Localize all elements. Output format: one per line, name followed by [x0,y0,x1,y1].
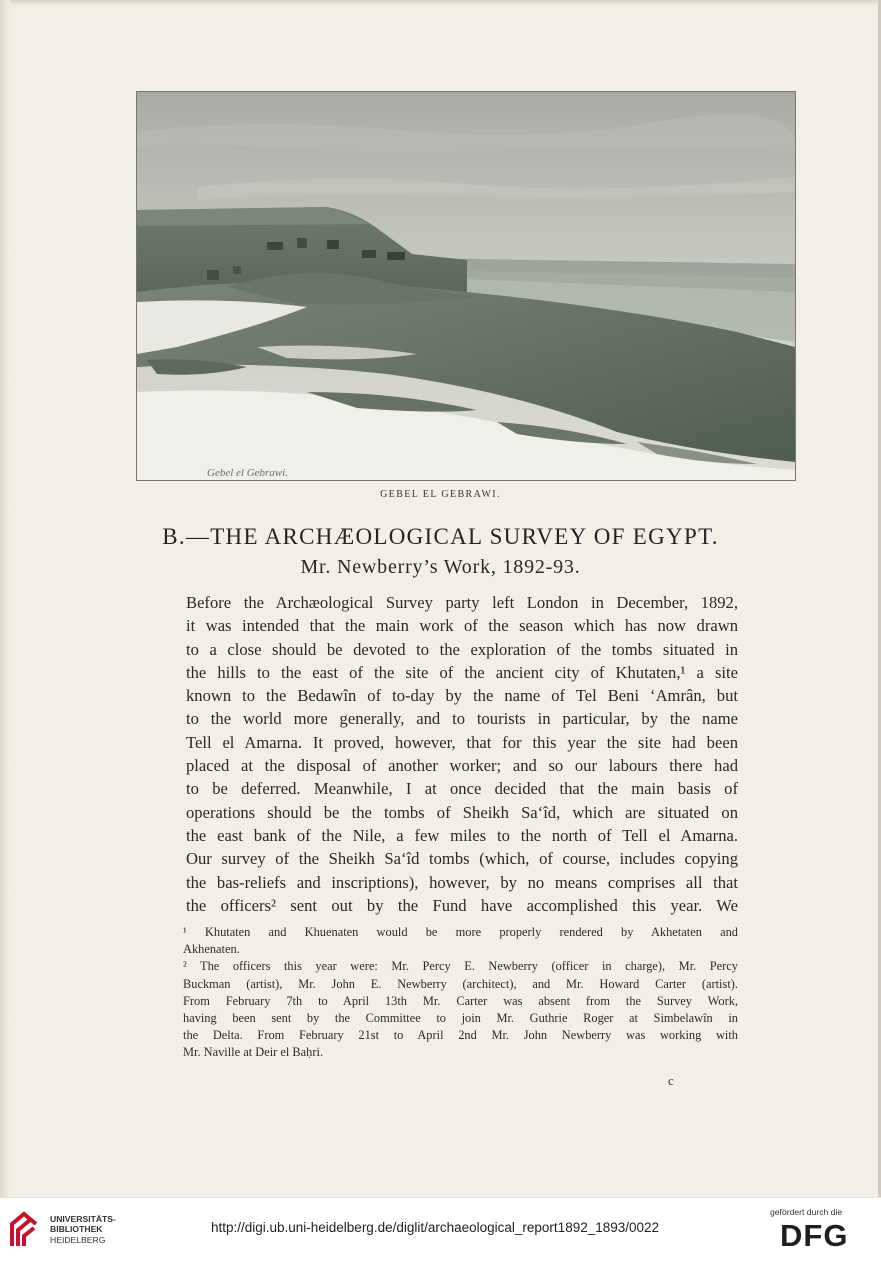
body-line: to the world more generally, and to tourists in particular, by the name [186,709,738,729]
body-line: Our survey of the Sheikh Sa‘îd tombs (which, of course, includes copying [186,849,738,869]
section-heading: B.—THE ARCHÆOLOGICAL SURVEY OF EGYPT. [162,524,719,549]
institution-line: HEIDELBERG [50,1234,106,1245]
landscape-illustration [137,92,795,480]
footnote-line: having been sent by the Committee to join Mr. Guthrie Roger at Simbelawîn in [183,1011,738,1026]
page-edge-top [0,0,881,6]
body-line: operations should be the tombs of Sheikh Sa‘îd, which are situated on [186,802,738,822]
body-line: to a close should be devoted to the exploration of the tombs situated in [186,639,738,659]
footnote-line: Buckman (artist), Mr. John E. Newberry (architect), and Mr. Howard Carter (artist). [183,976,738,991]
body-line: it was intended that the main work of the season which has now drawn [186,616,738,636]
body-line: to be deferred. Meanwhile, I at once decided that the main basis of [186,779,738,799]
footnote-line: ¹ Khutaten and Khuenaten would be more properly rendered by Akhetaten and [183,925,738,939]
footer-bar [0,1197,881,1262]
body-line: the bas-reliefs and inscriptions), however, by no means comprises all that [186,872,738,892]
section-subheading: Mr. Newberry’s Work, 1892-93. [300,556,581,578]
permalink-url[interactable]: http://digi.ub.uni-heidelberg.de/diglit/archaeological_report1892_1893/0022 [210,1220,660,1235]
body-line: Tell el Amarna. It proved, however, that for this year the site had been [186,732,738,752]
footnote-line: Mr. Naville at Deir el Baḥri. [183,1045,324,1060]
university-library-logo-icon [8,1210,44,1250]
body-line: Before the Archæological Survey party left London in December, 1892, [186,593,738,612]
plate-caption: GEBEL EL GEBRAWI. [380,489,501,500]
dfg-logo: DFG [780,1218,849,1253]
footnote-line: ² The officers this year were: Mr. Percy E. Newberry (officer in charge), Mr. Percy [183,959,738,974]
institution-line: BIBLIOTHEK [50,1224,103,1235]
body-line: the east bank of the Nile, a few miles to the north of Tell el Amarna. [186,825,738,845]
signature-mark: c [668,1073,674,1088]
footnote-line: From February 7th to April 13th Mr. Carter was absent from the Survey Work, [183,993,738,1008]
institution-line: UNIVERSITÄTS- [50,1214,116,1224]
footnotes [183,924,738,1062]
funder-label: gefördert durch die [770,1207,843,1217]
university-library-name [50,1214,116,1245]
footnote-line: the Delta. From February 21st to April 2nd Mr. John Newberry was working with [183,1028,738,1043]
footnote-line: Akhenaten. [183,942,240,957]
body-line: known to the Bedawîn of to-day by the name of Tel Beni ‘Amrân, but [186,686,738,706]
body-line: placed at the disposal of another worker; and so our labours there had [186,756,738,776]
landscape-plate [136,91,796,481]
body-line: the hills to the east of the site of the ancient city of Khutaten,¹ a site [186,662,738,682]
body-line: the officers² sent out by the Fund have accomplished this year. We [186,895,738,915]
artist-mark: Gebel el Gebrawi. [207,467,288,479]
page-edge-left [0,0,10,1197]
body-text [186,591,738,917]
